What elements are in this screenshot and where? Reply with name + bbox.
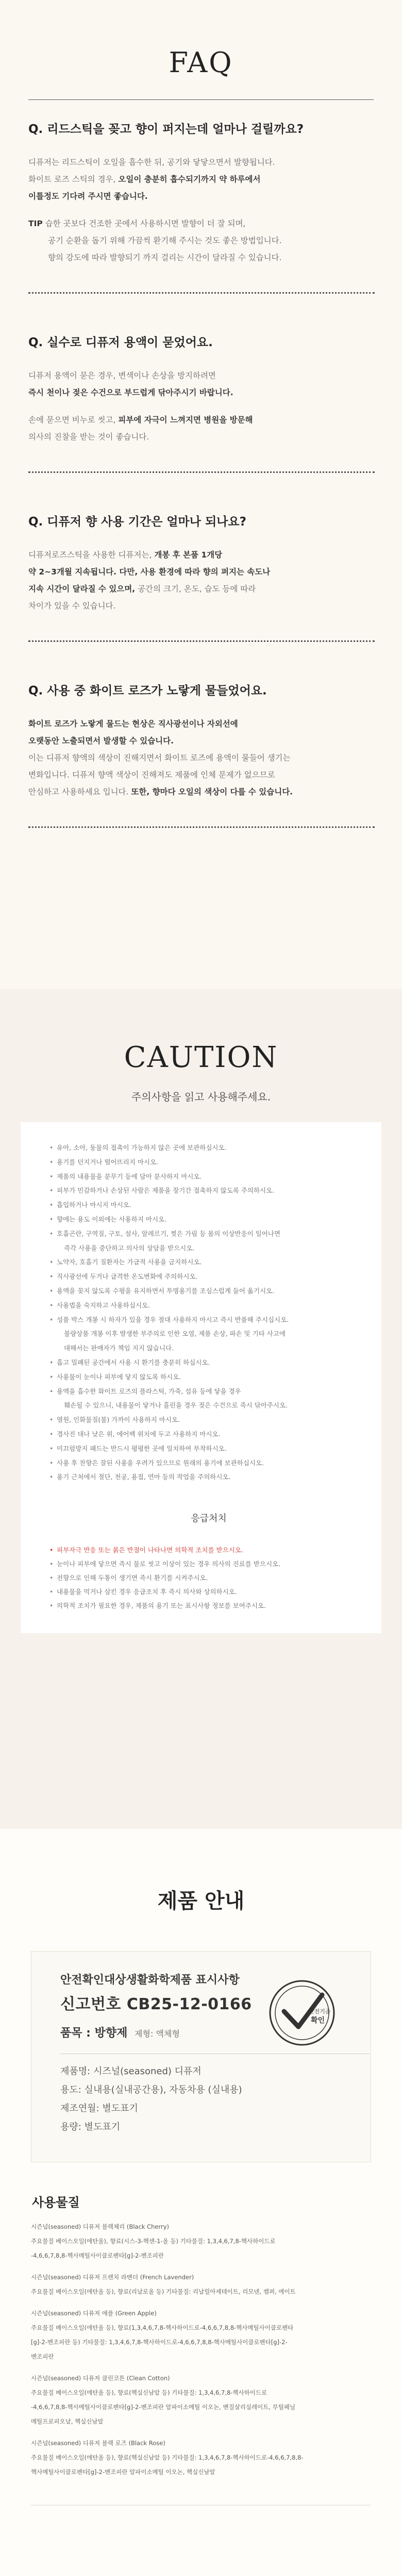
- caution-item: [57, 1170, 361, 1184]
- caution-item-text: • 흡입하거나 마시지 마시오.: [57, 1198, 361, 1212]
- first-aid-item: [57, 1557, 361, 1571]
- card-heading: 안전확인대상생활화학제품 표시사항: [60, 1974, 240, 1987]
- substance-detail: 벤조피란: [31, 2353, 54, 2360]
- answer-line: 공기 순환을 돕기 위해 가끔씩 환기해 주시는 것도 좋은 방법입니다.: [48, 236, 282, 245]
- answer-emphasis: 화이트 로즈가 노랗게 물드는 현상은 직사광선이나 자외선에: [28, 719, 238, 728]
- caution-item-text: 대해서는 판매자가 책임 지지 않습니다.: [64, 1344, 174, 1352]
- manufacture-date: 제조연월: 별도표기: [60, 2103, 138, 2114]
- answer-line: 향의 강도에 따라 발향되기 까지 걸리는 시간이 달라질 수 있습니다.: [48, 253, 282, 262]
- substance-detail: 주요물질 베이스오일(에탄올), 향료(시스-3-헥센-1-올 등) 기타물질: 1,3,4,6,7,8-헥사하이드로: [31, 2238, 276, 2245]
- caution-item: [57, 1384, 361, 1413]
- caution-item: [57, 1427, 361, 1442]
- answer-line: 안심하고 사용하세요 입니다.: [28, 787, 131, 796]
- faq-tip: [28, 215, 374, 266]
- caution-item: [57, 1355, 361, 1370]
- faq-answer: [28, 154, 374, 205]
- dotted-divider: [28, 471, 375, 473]
- capacity: 용량: 별도표기: [60, 2122, 121, 2132]
- product-name: 제품명: 시즈널(seasoned) 디퓨저: [60, 2066, 202, 2077]
- caution-item-text: • 호흡곤란, 구역질, 구토, 설사, 알레르기, 찢은 가림 등 몸의 이상반응이 일어나면: [57, 1227, 361, 1241]
- caution-item-text: • 흡고 밀폐된 공간에서 사용 시 환기를 충분히 하십시오.: [57, 1355, 361, 1370]
- caution-item-text: • 용기 근처에서 절단, 천공, 용접, 연마 등의 작업을 주의하시오.: [57, 1470, 361, 1484]
- product-info-title: 제품 안내: [157, 1889, 245, 1913]
- substance-detail: 주요물질 베이스오일(에탄올 등), 향료(헥실신남알 등) 기타물질: 1,3,4,6,7,8-헥사하이드로: [31, 2389, 267, 2396]
- caution-item: [57, 1212, 361, 1227]
- substance-detail: 주요물질 베이스오일(에탄올 등), 향료(리날로올 등) 기타물질: 리날릴아세테이트, 리모넨, 캠퍼, 에이트: [31, 2288, 296, 2295]
- cert-top-text: 안전기준: [309, 2008, 331, 2015]
- caution-item-text: • 열원, 인화물질(불) 가까이 사용하지 마시오.: [57, 1413, 361, 1427]
- tip-label: TIP: [28, 219, 43, 228]
- faq-question: Q. 사용 중 화이트 로즈가 노랗게 물들었어요.: [28, 684, 267, 698]
- answer-line: 디퓨저 용액이 묻은 경우, 변색이나 손상을 방지하려면: [28, 371, 216, 380]
- caution-item-text: • 용기를 던지거나 떨어뜨리지 마시오.: [57, 1155, 361, 1170]
- answer-line: 이는 디퓨저 향액의 색상이 진해지면서 화이트 로즈에 용액이 물들어 생기는: [28, 753, 291, 762]
- caution-item: [57, 1141, 361, 1155]
- substance-detail: 메틸프로피오날, 헥실신남알: [31, 2418, 104, 2425]
- caution-item-text: • 피부가 민감하거나 손상된 사람은 제품을 장기간 접촉하지 않도록 주의하시오.: [57, 1183, 361, 1198]
- report-value: CB25-12-0166: [126, 1995, 252, 2013]
- caution-item-text: • 향에는 용도 이외에는 사용하지 마시오.: [57, 1212, 361, 1227]
- first-aid-item: [57, 1543, 361, 1557]
- substance-entry: [31, 2436, 371, 2479]
- caution-item: [57, 1227, 361, 1256]
- type-label: 품목 : 방향제: [60, 2027, 128, 2040]
- substances-title: 사용물질: [32, 2195, 80, 2210]
- report-label: 신고번호: [60, 1995, 127, 2013]
- caution-item: [57, 1255, 361, 1269]
- substance-entry: [31, 2219, 371, 2263]
- faq-item-3: [28, 512, 374, 642]
- product-use: 용도: 실내용(실내공간용), 자동차용 (실내용): [60, 2084, 242, 2095]
- caution-item-text: • 제품의 내용물을 분무기 등에 담아 분사하지 마시오.: [57, 1170, 361, 1184]
- faq-answer: [28, 367, 374, 401]
- caution-item-text: 즉각 사용을 중단하고 의사의 상담을 받으시오.: [64, 1244, 195, 1252]
- caution-item-text: • 경사진 대나 낮은 위, 에어백 위치에 두고 사용하지 마시오.: [57, 1427, 361, 1442]
- substance-detail: -4,6,6,7,8,8-헥사메틸사이클로펜타[g]-2-벤조피란: [31, 2252, 164, 2259]
- dotted-divider: [28, 826, 375, 828]
- faq-question: Q. 리드스틱을 꽂고 향이 퍼지는데 얼마나 걸릴까요?: [28, 123, 304, 136]
- faq-item-2: [28, 333, 374, 473]
- answer-emphasis: 피부에 자극이 느껴지면 병원을 방문해: [118, 415, 253, 425]
- first-aid-item: [57, 1585, 361, 1599]
- substance-name: 시즌널(seasoned) 디퓨저 블랙 로즈 (Black Rose): [31, 2439, 165, 2447]
- caution-item: [57, 1413, 361, 1427]
- substance-detail: 주요물질 베이스오일(에탄올 등), 향료(헥실신남알 등) 기타물질: 1,3,4,6,7,8-헥사하이드로-4,6,6,7,8,8-: [31, 2454, 304, 2461]
- substance-entry: [31, 2306, 371, 2364]
- caution-item: [57, 1298, 361, 1313]
- answer-emphasis: 약 2~3개월 지속됩니다. 다만, 사용 환경에 따라 향의 퍼지는 속도나: [28, 567, 271, 577]
- caution-list: [57, 1141, 361, 1484]
- answer-line: 의사의 진찰을 받는 것이 좋습니다.: [28, 432, 149, 442]
- caution-item: [57, 1183, 361, 1198]
- substance-detail: 주요물질 베이스오일(에탄올 등), 향료(1,3,4,6,7,8-헥사하이드로-4,6,6,7,8,8-헥사메틸사이클로펜타: [31, 2324, 294, 2331]
- dotted-divider: [28, 640, 375, 642]
- answer-line: 손에 묻으면 비누로 씻고,: [28, 415, 119, 425]
- substance-name: 시즌널(seasoned) 디퓨저 애플 (Green Apple): [31, 2310, 157, 2317]
- substance-detail: 헥사메틸사이클로펜타[g]-2-벤조피란 알파이소메틸 이오논, 헥실신남알: [31, 2468, 215, 2476]
- answer-line: 공간의 크기, 온도, 습도 등에 따라: [135, 584, 256, 594]
- answer-emphasis: 오랫동안 노출되면서 발생할 수 있습니다.: [28, 736, 174, 745]
- caution-section: [0, 989, 402, 1829]
- answer-emphasis: 또한, 향마다 오일의 색상이 다를 수 있습니다.: [131, 787, 293, 796]
- answer-emphasis: 즉시 천이나 젖은 수건으로 부드럽게 닦아주시기 바랍니다.: [28, 388, 233, 397]
- first-aid-item: [57, 1571, 361, 1585]
- form-label: 제형: 액체형: [135, 2029, 180, 2039]
- caution-item-text: • 직사광선에 두거나 급격한 온도변화에 주의하시오.: [57, 1269, 361, 1284]
- caution-panel: [21, 1122, 381, 1633]
- first-aid-item-text: • 의학적 조치가 필요한 경우, 제품의 용기 또는 표시사항 정보를 보여주시오.: [57, 1599, 361, 1613]
- caution-item-text: • 미끄럼방지 패드는 반드시 평평한 곳에 일치하여 부착하시오.: [57, 1442, 361, 1456]
- caution-item: [57, 1198, 361, 1212]
- faq-item-4: [28, 681, 374, 828]
- substance-detail: -4,6,6,7,8,8-헥사메틸사이클로펜타[g]-2-벤조피란 알파이소메틸 이오논, 벤질살리실레이트, 부틸페닐: [31, 2403, 296, 2411]
- caution-item: [57, 1313, 361, 1355]
- substance-name: 시즌널(seasoned) 디퓨저 클린코튼 (Clean Cotton): [31, 2375, 170, 2382]
- substance-name: 시즌널(seasoned) 디퓨저 프렌치 라벤더 (French Lavender): [31, 2274, 194, 2281]
- faq-item-1: [28, 120, 374, 294]
- faq-title: FAQ: [169, 46, 233, 79]
- answer-line: 차이가 있을 수 있습니다.: [28, 601, 116, 611]
- caution-title: CAUTION: [124, 1041, 278, 1074]
- caution-item-text: • 사용 후 찬향은 잘된 사용을 우려가 있으므로 원래의 용기에 보관하십시오.: [57, 1456, 361, 1470]
- first-aid-list: [57, 1543, 361, 1613]
- cert-bottom-text: 확인: [311, 2016, 325, 2025]
- answer-line: 디퓨저는 리드스틱이 오일을 흡수한 뒤, 공기와 닿닿으면서 발향됩니다.: [28, 158, 275, 167]
- answer-line: 화이트 로즈 스틱의 경우,: [28, 175, 119, 184]
- answer-line: 변화입니다. 디퓨저 향액 색상이 진해져도 제품에 인체 문제가 없으므로: [28, 770, 275, 779]
- caution-item: [57, 1470, 361, 1484]
- caution-item: [57, 1269, 361, 1284]
- caution-item: [57, 1284, 361, 1298]
- faq-answer: [28, 547, 374, 615]
- safety-cert-icon: [269, 1979, 336, 2046]
- caution-subtitle: 주의사항을 읽고 사용해주세요.: [131, 1091, 271, 1103]
- caution-item-text: • 노약자, 호흡기 질환자는 가급적 사용을 금지하시오.: [57, 1255, 361, 1269]
- answer-emphasis: 개봉 후 본품 1개당: [154, 550, 223, 560]
- caution-item-text: • 용액을 꽂지 않도록 수평을 유지하면서 투명용기를 조심스럽게 들어 옮기시오.: [57, 1284, 361, 1298]
- answer-line: 디퓨저로즈스틱을 사용한 디퓨저는,: [28, 550, 155, 560]
- product-info-section: [0, 1829, 402, 2576]
- answer-emphasis: 이틀정도 기다려 주시면 좋습니다.: [28, 192, 148, 201]
- caution-item: [57, 1456, 361, 1470]
- caution-item-text: • 용액을 흡수한 화이트 로즈의 플라스틱, 가죽, 섬유 등에 닿을 경우: [57, 1384, 361, 1399]
- caution-item-text: 불량상품 개봉 이후 발생한 부주의로 인한 오염, 제품 손상, 파손 및 기타 사고에: [64, 1330, 286, 1338]
- caution-item-text: 훼손될 수 있으니, 내용물이 닿거나 흘린을 경우 젖은 수건으로 즉시 닦아주시오.: [64, 1401, 288, 1410]
- first-aid-item-text: • 피부자극 반응 또는 붉은 반점이 나타나면 의학적 조치를 받으시오.: [57, 1543, 361, 1557]
- substance-name: 시즌널(seasoned) 디퓨저 블랙체리 (Black Cherry): [31, 2223, 170, 2230]
- faq-section: [0, 0, 402, 989]
- safety-label-card: [31, 1951, 371, 2162]
- first-aid-item-text: • 내용물을 먹거나 삼킨 경우 응급조치 후 즉시 의사와 상의하시오.: [57, 1585, 361, 1599]
- caution-item: [57, 1370, 361, 1384]
- caution-item: [57, 1155, 361, 1170]
- substance-entry: [31, 2371, 371, 2429]
- divider: [28, 99, 374, 100]
- caution-item-text: • 성품 박스 개봉 시 하자가 있을 경우 절대 사용하지 마시고 즉시 반품해 주시십시오.: [57, 1313, 361, 1327]
- answer-line: 습한 곳보다 건조한 곳에서 사용하시면 발향이 더 잘 되며,: [42, 219, 246, 228]
- substances-list: [31, 2219, 371, 2479]
- first-aid-item-text: • 눈이나 피부에 닿으면 즉시 물로 씻고 이상이 있는 경우 의사의 진료를 받으시오.: [57, 1557, 361, 1571]
- caution-item-text: • 유아, 소아, 동물의 접촉이 가능하지 않은 곳에 보관하십시오.: [57, 1141, 361, 1155]
- faq-answer: [28, 412, 374, 446]
- first-aid-title: 응급처치: [191, 1513, 227, 1524]
- faq-question: Q. 실수로 디퓨저 용액이 묻었어요.: [28, 336, 213, 349]
- substance-entry: [31, 2270, 371, 2299]
- substance-detail: [g]-2-벤조피란 등) 기타물질: 1,3,4,6,7,8-헥사하이드로-4,6,6,7,8,8-헥사메틸사이클로펜타[g]-2-: [31, 2338, 288, 2346]
- caution-item: [57, 1442, 361, 1456]
- answer-emphasis: 지속 시간이 달라질 수 있으며,: [28, 584, 136, 594]
- answer-emphasis: 오일이 충분히 흡수되기까지 약 하루에서: [118, 175, 261, 184]
- faq-question: Q. 디퓨저 향 사용 기간은 얼마나 되나요?: [28, 515, 246, 529]
- first-aid-item: [57, 1599, 361, 1613]
- caution-item-text: • 사용물이 눈이나 피부에 닿지 않도록 하시오.: [57, 1370, 361, 1384]
- faq-answer: [28, 716, 374, 801]
- dotted-divider: [28, 292, 375, 294]
- caution-item-text: • 사용법을 숙지하고 사용하십시오.: [57, 1298, 361, 1313]
- first-aid-item-text: • 전향으로 인해 두통이 생기면 즉시 환기를 시켜주시오.: [57, 1571, 361, 1585]
